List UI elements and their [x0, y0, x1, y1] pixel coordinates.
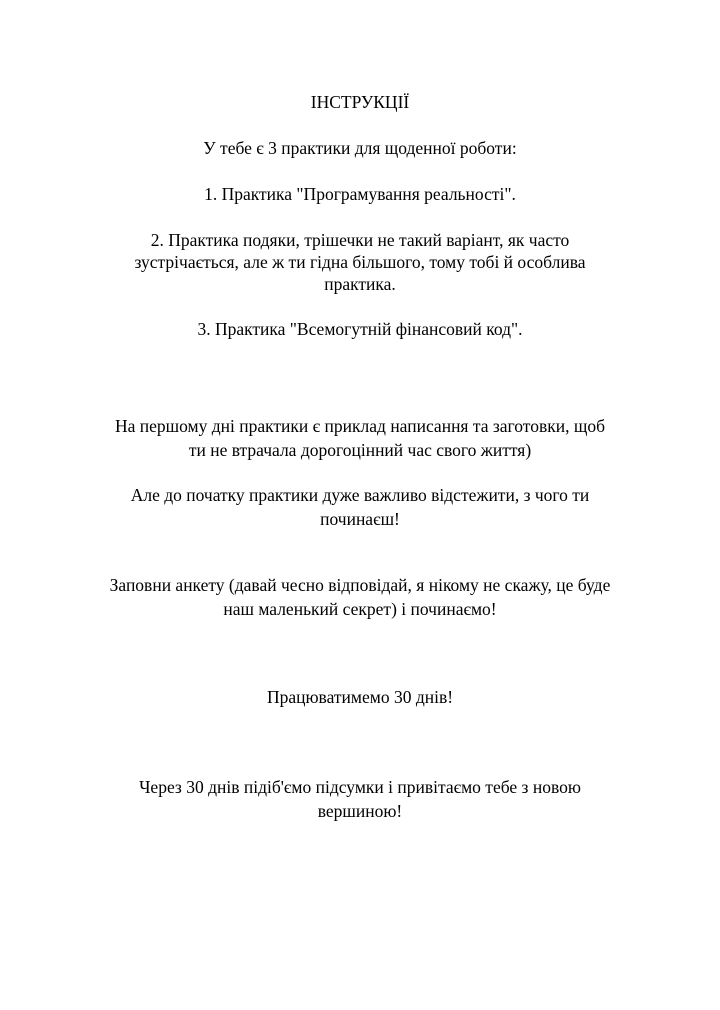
summary-line-2: вершиною! — [317, 801, 403, 821]
practice-2-line-1: 2. Практика подяки, трішечки не такий варіант, як часто — [150, 230, 570, 250]
practice-2-line-2: зустрічається, але ж ти гідна більшого, тому тобі й особлива — [134, 252, 586, 272]
form-line-2: наш маленький секрет) і починаємо! — [223, 599, 497, 619]
track-line-1: Але до початку практики дуже важливо відстежити, з чого ти — [130, 485, 590, 505]
track-line-2: починаєш! — [320, 509, 400, 529]
practice-3-item: 3. Практика "Всемогутній фінансовий код". — [197, 319, 523, 339]
practice-1-item: 1. Практика "Програмування реальності". — [204, 184, 516, 204]
duration-text: Працюватимемо 30 днів! — [266, 687, 454, 707]
first-day-line-2: ти не втрачала дорогоцінний час свого життя) — [188, 440, 532, 460]
practice-2-line-3: практика. — [324, 274, 396, 294]
form-line-1: Заповни анкету (давай чесно відповідай, я нікому не скажу, це буде — [109, 575, 611, 595]
first-day-line-1: На першому дні практики є приклад написання та заготовки, щоб — [115, 416, 605, 436]
intro-text: У тебе є 3 практики для щоденної роботи: — [203, 138, 517, 158]
document-title: ІНСТРУКЦІЇ — [310, 92, 410, 112]
summary-line-1: Через 30 днів підіб'ємо підсумки і привітаємо тебе з новою — [139, 777, 581, 797]
